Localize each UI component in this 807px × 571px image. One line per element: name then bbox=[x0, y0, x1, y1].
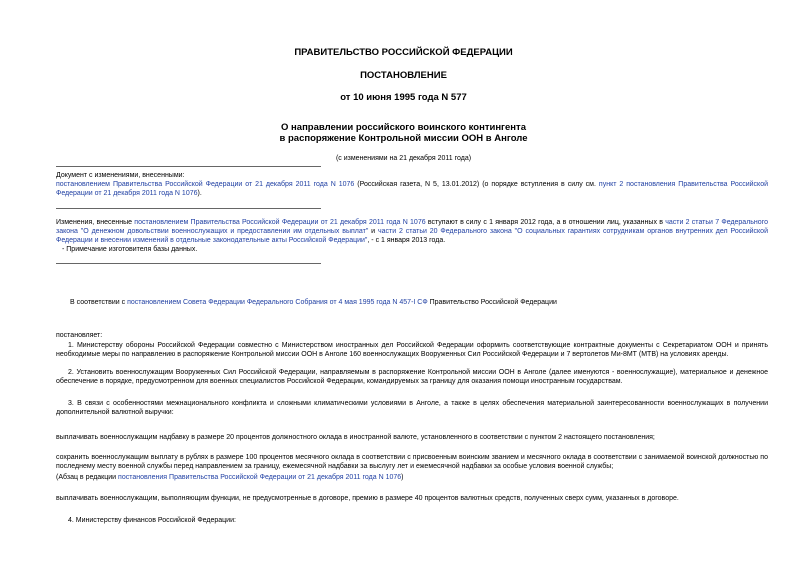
editor-note-footer: - Примечание изготовителя базы данных. bbox=[62, 246, 198, 253]
title-line-2: в распоряжение Контрольной миссии ООН в Анголе bbox=[279, 133, 528, 144]
item-2: 2. Установить военнослужащим Вооруженных Сил Российской Федерации, направляемым в распоряжение Контрольной миссии ООН в Анголе (далее именуются - военнослужащие), материальное и денежное обеспечение в порядке, предусмотренном для военных специалистов Российской Федерации, командируемых за границу для оказания помощи иностранным государствам. bbox=[56, 369, 768, 385]
amendment-link[interactable]: постановлением Правительства Российской Федерации от 21 декабря 2011 года N 1076 bbox=[56, 181, 355, 188]
title-line-1: О направлении российского воинского контингента bbox=[281, 122, 526, 133]
divider bbox=[56, 263, 321, 264]
editor-note-text: Изменения, внесенные постановлением Правительства Российской Федерации от 21 декабря 2011 года N 1076 вступают в силу с 1 января 2012 года, а в отношении лиц, указанных в части 2 статьи 7 Федерального закона "О денежном довольствии военнослужащих и предоставлении им отдельных выплат" и части 2 статьи 20 Федерального закона "О социальных гарантиях сотрудникам органов внутренних дел Российской Федерации и внесении изменений в отдельные законодательные акты Российской Федерации", - с 1 января 2013 года. bbox=[56, 219, 768, 244]
amendments-text: постановлением Правительства Российской Федерации от 21 декабря 2011 года N 1076 (Российская газета, N 5, 13.01.2012) (о порядке вступления в силу см. пункт 2 постановления Правительства Российской Федерации от 21 декабря 2011 года N 1076). bbox=[56, 181, 769, 197]
item-3-c: выплачивать военнослужащим, выполняющим функции, не предусмотренные в договоре, премию в размере 40 процентов валютных средств, полученных сверх сумм, указанных в договоре. bbox=[56, 495, 679, 502]
item-1: 1. Министерству обороны Российской Федерации совместно с Министерством иностранных дел Российской Федерации оформить соответствующие контрактные документы с Секретариатом ООН и принять необходимые меры по направлению в распоряжение Контрольной миссии ООН в Анголе 160 военнослужащих Вооруженных Сил Российской Федерации и 7 вертолетов Ми-8МТ (МТВ) на условиях аренды. bbox=[56, 342, 768, 358]
amendments-block bbox=[56, 171, 768, 198]
item-3: 3. В связи с особенностями межнационального конфликта и сложными климатическими условиями в Анголе, а также в целях обеспечения материальной заинтересованности военнослужащих в получении дополнительной валютной выручки: bbox=[56, 400, 768, 416]
document-title bbox=[0, 122, 807, 144]
federation-council-link[interactable]: постановлением Совета Федерации Федерального Собрания от 4 мая 1995 года N 457-I СФ bbox=[127, 299, 428, 306]
item-3-a: выплачивать военнослужащим надбавку в размере 20 процентов должностного оклада в иностранной валюте, установленного в соответствии с пунктом 2 настоящего постановления; bbox=[56, 434, 655, 441]
amendment-link[interactable]: постановления Правительства Российской Федерации от 21 декабря 2011 года N 1076 bbox=[118, 474, 402, 481]
government-heading: ПРАВИТЕЛЬСТВО РОССИЙСКОЙ ФЕДЕРАЦИИ bbox=[294, 47, 513, 58]
item-3-b-edit-note: (Абзац в редакции постановления Правительства Российской Федерации от 21 декабря 2011 года N 1076) bbox=[56, 474, 404, 481]
changes-note: (с изменениями на 21 декабря 2011 года) bbox=[335, 155, 472, 162]
item-4: 4. Министерству финансов Российской Федерации: bbox=[68, 517, 236, 524]
amendments-intro: Документ с изменениями, внесенными: bbox=[56, 172, 185, 179]
divider bbox=[56, 208, 321, 209]
editor-note bbox=[56, 218, 768, 254]
date-number: от 10 июня 1995 года N 577 bbox=[340, 92, 467, 103]
law-link[interactable]: части 2 статьи 20 Федерального закона "О социальных гарантиях сотрудникам органов внутренних дел Российской Федерации и внесении изменений в отдельные законодательные акты Российской Федерации" bbox=[56, 228, 768, 244]
entry-into-force-link[interactable]: пункт 2 постановления Правительства Российской Федерации от 21 декабря 2011 года N 1076 bbox=[56, 181, 769, 197]
divider bbox=[56, 166, 321, 167]
preamble: В соответствии с постановлением Совета Федерации Федерального Собрания от 4 мая 1995 года N 457-I СФ Правительство Российской Федерации bbox=[70, 299, 557, 306]
document-type: ПОСТАНОВЛЕНИЕ bbox=[360, 70, 447, 81]
resolves: постановляет: bbox=[56, 332, 103, 339]
amendment-link[interactable]: постановлением Правительства Российской Федерации от 21 декабря 2011 года N 1076 bbox=[134, 219, 426, 226]
item-3-b: сохранить военнослужащим выплату в рублях в размере 100 процентов месячного оклада в соответствии с присвоенным воинским званием и месячного оклада в соответствии с занимаемой воинской должностью по последнему месту военной службы перед направлением за границу, ежемесячной надбавки за выслугу лет и ежемесячной надбавки за особые условия военной службы; bbox=[56, 454, 768, 470]
law-link[interactable]: части 2 статьи 7 Федерального закона "О денежном довольствии военнослужащих и предоставлении им отдельных выплат" bbox=[56, 219, 768, 235]
